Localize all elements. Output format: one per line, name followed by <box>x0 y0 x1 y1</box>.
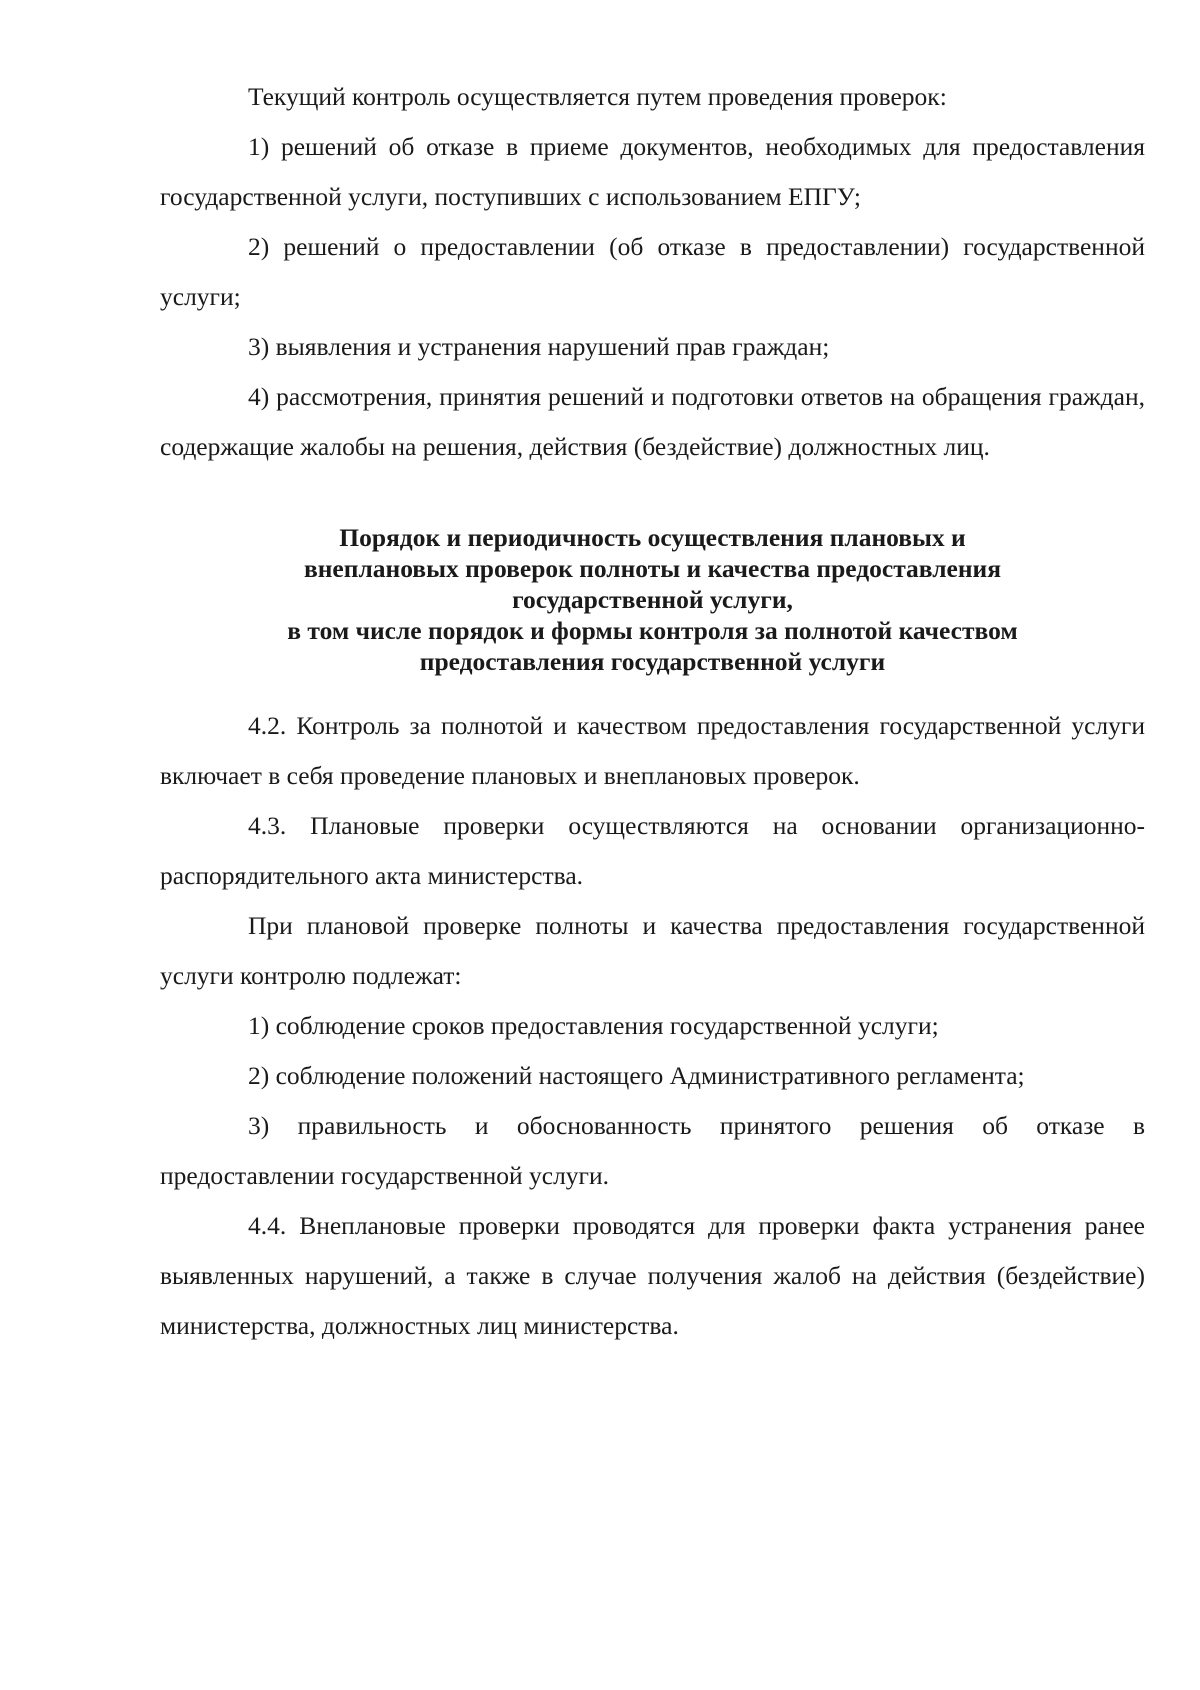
section-heading <box>160 522 1145 677</box>
planned-check-paragraph: При плановой проверке полноты и качества предоставления государственной услуги контролю подлежат: <box>160 911 1145 990</box>
list-item: 3) выявления и устранения нарушений прав граждан; <box>248 332 830 361</box>
paragraph-4-3: 4.3. Плановые проверки осуществляются на основании организационно-распорядительного акта министерства. <box>160 811 1145 890</box>
list-item: 2) решений о предоставлении (об отказе в предоставлении) государственной услуги; <box>160 232 1145 311</box>
list-item: 1) решений об отказе в приеме документов, необходимых для предоставления государственной услуги, поступивших с использованием ЕПГУ; <box>160 132 1145 211</box>
paragraph-4-4: 4.4. Внеплановые проверки проводятся для проверки факта устранения ранее выявленных нарушений, а также в случае получения жалоб на действия (бездействие) министерства, должностных лиц министерства. <box>160 1211 1145 1340</box>
list-item: 1) соблюдение сроков предоставления государственной услуги; <box>248 1011 939 1040</box>
heading-line: государственной услуги, <box>512 585 793 614</box>
intro-paragraph: Текущий контроль осуществляется путем проведения проверок: <box>248 82 947 111</box>
document-page <box>160 72 1145 1351</box>
heading-line: в том числе порядок и формы контроля за полнотой качеством <box>287 616 1018 645</box>
list-item: 2) соблюдение положений настоящего Административного регламента; <box>248 1061 1025 1090</box>
list-item: 3) правильность и обоснованность принятого решения об отказе в предоставлении государственной услуги. <box>160 1111 1145 1190</box>
paragraph-4-2: 4.2. Контроль за полнотой и качеством предоставления государственной услуги включает в себя проведение плановых и внеплановых проверок. <box>160 711 1145 790</box>
heading-line: внеплановых проверок полноты и качества предоставления <box>303 554 1002 583</box>
list-item: 4) рассмотрения, принятия решений и подготовки ответов на обращения граждан, содержащие жалобы на решения, действия (бездействие) должностных лиц. <box>160 382 1145 461</box>
heading-line: предоставления государственной услуги <box>419 647 886 676</box>
heading-line: Порядок и периодичность осуществления плановых и <box>339 523 966 552</box>
